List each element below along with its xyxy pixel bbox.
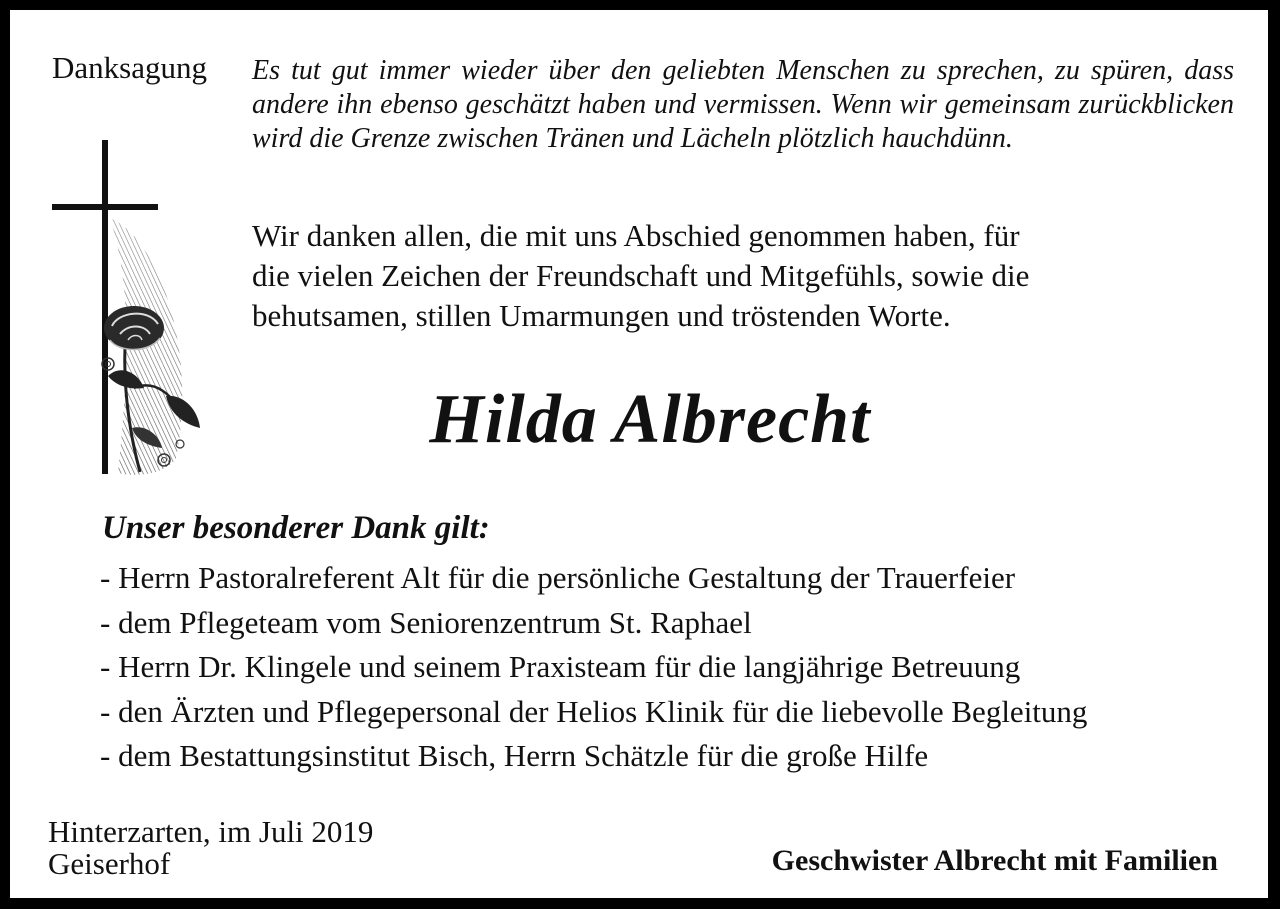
cross-with-rose-icon xyxy=(48,128,204,478)
heading-danksagung: Danksagung xyxy=(52,50,207,85)
list-item: - den Ärzten und Pflegepersonal der Helios Klinik für die liebevolle Begleitung xyxy=(100,693,1088,729)
obituary-card xyxy=(10,10,1268,898)
list-item: - dem Bestattungsinstitut Bisch, Herrn Schätzle für die große Hilfe xyxy=(100,738,929,773)
list-item: - Herrn Dr. Klingele und seinem Praxisteam für die langjährige Betreuung xyxy=(100,649,1021,684)
thanks-paragraph xyxy=(252,216,1232,336)
place-and-date xyxy=(48,816,373,880)
quote-text: Es tut gut immer wieder über den geliebten Menschen zu sprechen, zu spüren, dass andere ihn ebenso geschätzt haben und vermissen. Wenn wir gemeinsam zurückblicken wird die Grenze zwischen Tränen und Lächeln plötzlich hauchdünn. xyxy=(252,55,1234,154)
deceased-name: Hilda Albrecht xyxy=(429,381,871,458)
thanks-line: Wir danken allen, die mit uns Abschied genommen haben, für xyxy=(252,218,1020,253)
thanks-line: die vielen Zeichen der Freundschaft und Mitgefühls, sowie die xyxy=(252,258,1030,293)
list-item: - dem Pflegeteam vom Seniorenzentrum St. Raphael xyxy=(100,604,752,640)
place-date-line: Hinterzarten, im Juli 2019 xyxy=(48,814,374,849)
list-item: - Herrn Pastoralreferent Alt für die persönliche Gestaltung der Trauerfeier xyxy=(100,560,1016,595)
signature: Geschwister Albrecht mit Familien xyxy=(771,844,1218,877)
special-thanks-heading: Unser besonderer Dank gilt: xyxy=(102,510,490,546)
location-line: Geiserhof xyxy=(48,846,171,881)
thanks-line: behutsamen, stillen Umarmungen und tröstenden Worte. xyxy=(252,298,951,333)
special-thanks-list xyxy=(100,556,1087,779)
